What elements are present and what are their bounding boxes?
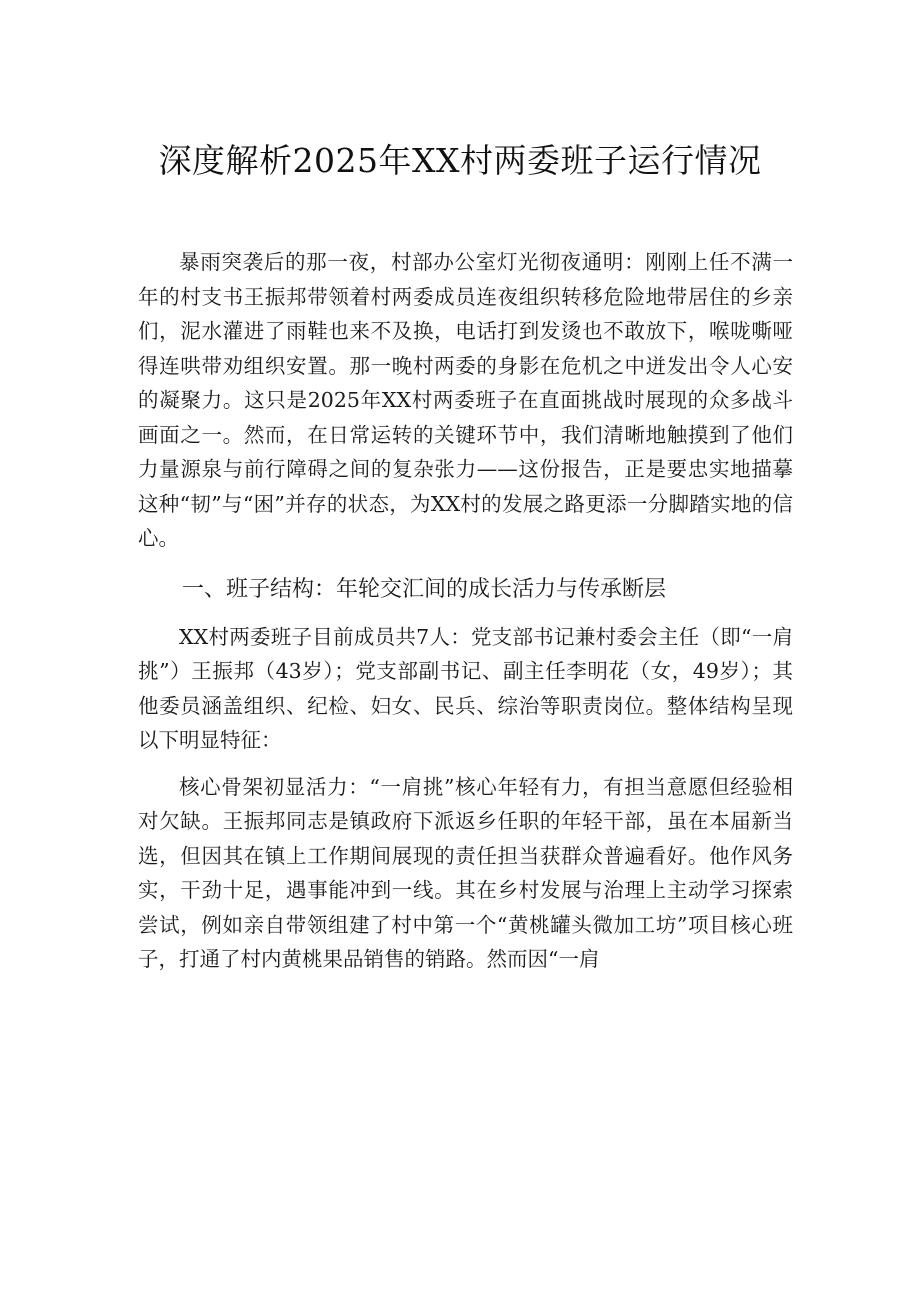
section1-paragraph-core: 核心骨架初显活力：“一肩挑”核心年轻有力，有担当意愿但经验相对欠缺。王振邦同志是镇政府下派返乡任职的年轻干部，虽在本届新当选，但因其在镇上工作期间展现的责任担当获群众普遍看好。他作风务实，干劲十足，遇事能冲到一线。其在乡村发展与治理上主动学习探索尝试，例如亲自带领组建了村中第一个“黄桃罐头微加工坊”项目核心班子，打通了村内黄桃果品销售的销路。然而因“一肩: [138, 774, 793, 971]
document-body: [138, 245, 793, 977]
section-heading-1: 一、班子结构：年轮交汇间的成长活力与传承断层: [182, 576, 667, 602]
intro-paragraph: 暴雨突袭后的那一夜，村部办公室灯光彻夜通明：刚刚上任不满一年的村支书王振邦带领着村两委成员连夜组织转移危险地带居住的乡亲们，泥水灌进了雨鞋也来不及换，电话打到发烫也不敢放下，喉咙嘶哑得连哄带劝组织安置。那一晚村两委的身影在危机之中迸发出令人心安的凝聚力。这只是2025年XX村两委班子在直面挑战时展现的众多战斗画面之一。然而，在日常运转的关键环节中，我们清晰地触摸到了他们力量源泉与前行障碍之间的复杂张力——这份报告，正是要忠实地描摹这种“韧”与“困”并存的状态，为XX村的发展之路更添一分脚踏实地的信心。: [138, 250, 793, 550]
section1-paragraph-structure: XX村两委班子目前成员共7人：党支部书记兼村委会主任（即“一肩挑”）王振邦（43岁）；党支部副书记、副主任李明花（女，49岁）；其他委员涵盖组织、纪检、妇女、民兵、综治等职责岗位。整体结构呈现以下明显特征：: [138, 624, 793, 752]
document-title: 深度解析2025年XX村两委班子运行情况: [158, 141, 762, 180]
